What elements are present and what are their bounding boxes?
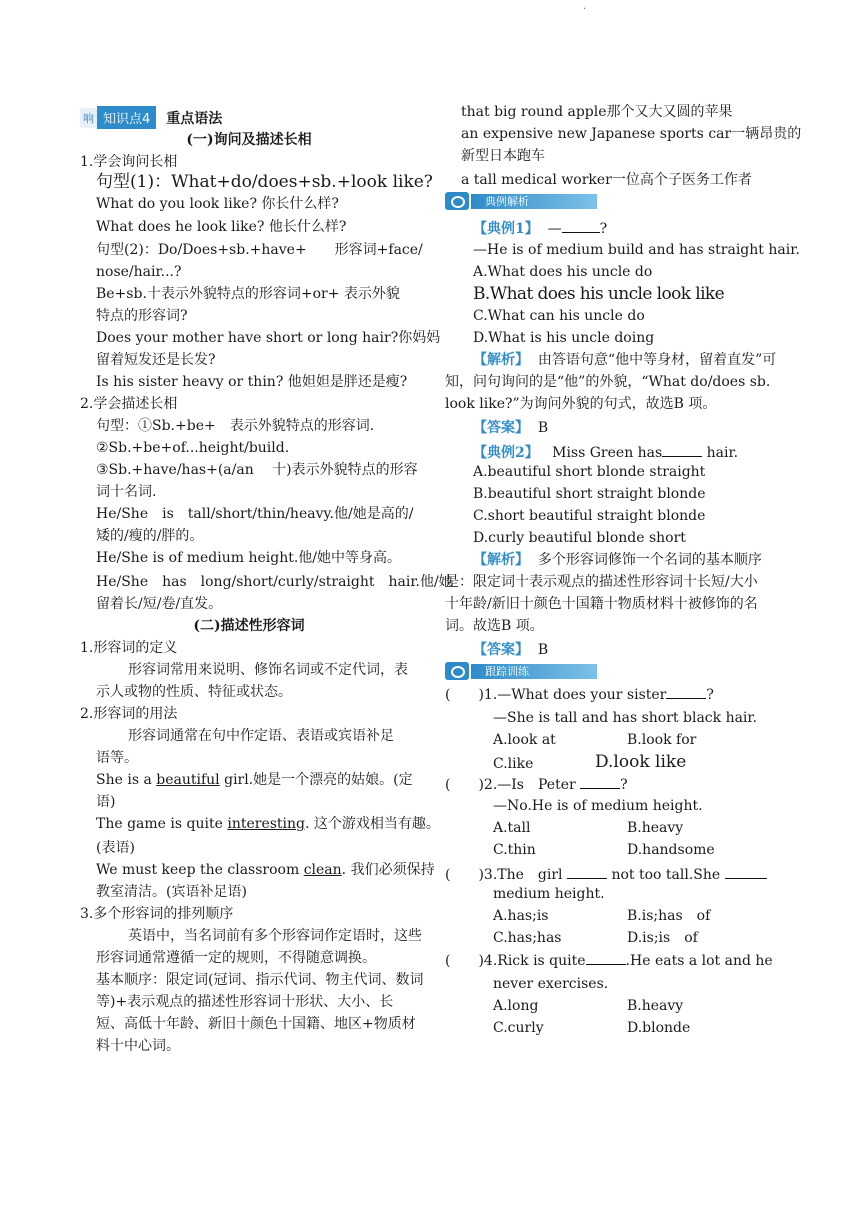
text-line: 句型(2)：Do/Does+sb.+have+ 形容词+face/ [96, 242, 423, 258]
text-line: 句型：①Sb.+be+ 表示外貌特点的形容词. [96, 418, 375, 434]
text-line: 词。故选B 项。 [445, 618, 544, 634]
banner-label: 典例解析 [471, 194, 597, 209]
question-4: ( )4.Rick is quite .He eats a lot and he [445, 950, 773, 971]
option-c: C.What can his uncle do [473, 308, 645, 324]
option-c: C.curly [493, 1020, 544, 1036]
option-a: A.look at [493, 732, 556, 748]
text-line: —She is tall and has short black hair. [493, 710, 758, 726]
text-line: an expensive new Japanese sports car一辆昂贵的 [461, 126, 802, 142]
header-mark: · [583, 4, 587, 15]
option-b: B.heavy [627, 820, 684, 836]
text-line: look like?”为询问外貌的句式，故选B 项。 [445, 396, 717, 412]
subsection-title-2: (二)描述性形容词 [193, 618, 305, 634]
question-2: ( )2.—Is Peter ? [445, 774, 628, 795]
text-line: ②Sb.+be+of...height/build. [96, 440, 290, 456]
question-3: ( )3.The girl not too tall.She [445, 864, 767, 885]
text-line: 词十名词. [96, 484, 157, 500]
option-a: A.tall [493, 820, 531, 836]
banner-label: 跟踪训练 [471, 664, 597, 679]
text-line: 短、高低十年龄、新旧十颜色十国籍、地区+物质材 [96, 1016, 416, 1032]
option-d: D.handsome [627, 842, 715, 858]
text-line: 形容词通常遵循一定的规则，不得随意调换。 [96, 950, 376, 966]
text-line: He/She is of medium height.他/她中等身高。 [96, 550, 402, 566]
option-c: C.thin [493, 842, 536, 858]
text-line: 形容词常用来说明、修饰名词或不定代词，表 [128, 662, 408, 678]
text-line: 是：限定词十表示观点的描述性形容词十长短/大小 [445, 574, 758, 590]
text-line: 基本顺序：限定词(冠词、指示代词、物主代词、数词 [96, 972, 424, 988]
text-line: medium height. [493, 886, 605, 902]
footprint-icon [445, 662, 469, 680]
example-2-question: 【典例2】 Miss Green has hair. [473, 442, 738, 463]
text-line: (表语) [96, 840, 135, 856]
text-line: Does your mother have short or long hair?你妈妈 [96, 330, 441, 346]
text-line: 特点的形容词? [96, 308, 188, 324]
text-line: nose/hair...? [96, 264, 182, 280]
text-line: 等)+表示观点的描述性形容词十形状、大小、长 [96, 994, 394, 1010]
option-d: D.What is his uncle doing [473, 330, 655, 346]
text-line: 十年龄/新旧十颜色十国籍十物质材料十被修饰的名 [445, 596, 758, 612]
answer-1: 【答案】 B [473, 420, 549, 436]
option-b: B.beautiful short straight blonde [473, 486, 706, 502]
underlined-word: clean [303, 862, 342, 878]
option-a: A.has;is [493, 908, 549, 924]
text-line: 教室清洁。(宾语补足语) [96, 884, 247, 900]
text-line: never exercises. [493, 976, 609, 992]
text-line: 1.学会询问长相 [80, 154, 178, 170]
option-c: C.short beautiful straight blonde [473, 508, 706, 524]
text-line: 英语中，当名词前有多个形容词作定语时，这些 [128, 928, 422, 944]
text-line: that big round apple那个又大又圆的苹果 [461, 104, 733, 120]
text-line: 留着短发还是长发? [96, 352, 216, 368]
subsection-title-1: (一)询问及描述长相 [186, 132, 312, 148]
text-line: 语) [96, 794, 116, 810]
option-c: C.has;has [493, 930, 562, 946]
text-line: 2.学会描述长相 [80, 396, 178, 412]
text-line: 语等。 [96, 750, 138, 766]
option-d: D.look like [595, 752, 687, 772]
example-sentence: She is a beautiful girl.她是一个漂亮的姑娘。(定 [96, 772, 413, 788]
knowledge-point-tag: 知识点4 [97, 106, 156, 129]
text-line: 知，问句询问的是“他”的外貌，“What do/does sb. [445, 374, 771, 390]
option-b: B.What does his uncle look like [473, 284, 725, 304]
underlined-word: beautiful [156, 772, 220, 788]
example-banner [445, 192, 585, 210]
text-line: 留着长/短/卷/直发。 [96, 596, 223, 612]
text-line: What does he look like? 他长什么样? [96, 219, 347, 235]
text-line: —No.He is of medium height. [493, 798, 703, 814]
text-line: —He is of medium build and has straight hair. [473, 242, 800, 258]
text-line: 示人或物的性质、特征或状态。 [96, 684, 292, 700]
option-b: B.heavy [627, 998, 684, 1014]
text-line: 1.形容词的定义 [80, 640, 178, 656]
knowledge-point-header [80, 106, 222, 128]
text-line: He/She is tall/short/thin/heavy.他/她是高的/ [96, 506, 414, 522]
text-line: 矮的/瘦的/胖的。 [96, 528, 204, 544]
answer-2: 【答案】 B [473, 642, 549, 658]
question-1: ( )1.—What does your sister ? [445, 684, 714, 705]
option-d: D.blonde [627, 1020, 691, 1036]
text-line: 料十中心词。 [96, 1038, 180, 1054]
text-line: 2.形容词的用法 [80, 706, 178, 722]
example-sentence: The game is quite interesting. 这个游戏相当有趣。 [96, 816, 440, 832]
text-line: He/She has long/short/curly/straight hair.他/她 [96, 574, 453, 590]
option-d: D.curly beautiful blonde short [473, 530, 686, 546]
option-a: A.long [493, 998, 539, 1014]
text-line: Is his sister heavy or thin? 他妲妲是胖还是瘦? [96, 374, 408, 390]
text-line: 新型日本跑车 [461, 148, 545, 164]
text-line: a tall medical worker一位高个子医务工作者 [461, 172, 752, 188]
text-line: What do you look like? 你长什么样? [96, 196, 339, 212]
text-line: 3.多个形容词的排列顺序 [80, 906, 234, 922]
analysis-2: 【解析】 多个形容词修饰一个名词的基本顺序 [473, 552, 762, 568]
option-c: C.like [493, 756, 534, 772]
tag-prefix: 响 [80, 108, 97, 128]
example-sentence: We must keep the classroom clean. 我们必须保持 [96, 862, 435, 878]
option-b: B.is;has of [627, 908, 711, 924]
example-1-question: 【典例1】 — ? [473, 218, 607, 239]
option-a: A.What does his uncle do [473, 264, 653, 280]
analysis-1: 【解析】 由答语句意“他中等身材，留着直发”可 [473, 352, 777, 368]
option-d: D.is;is of [627, 930, 698, 946]
text-line: 形容词通常在句中作定语、表语或宾语补足 [128, 728, 394, 744]
option-b: B.look for [627, 732, 697, 748]
section-heading: 重点语法 [166, 110, 223, 127]
magnifier-icon [445, 192, 469, 210]
text-line: ③Sb.+have/has+(a/an 十)表示外貌特点的形容 [96, 462, 418, 478]
underlined-word: interesting [227, 816, 305, 832]
text-line: Be+sb.十表示外貌特点的形容词+or+ 表示外貌 [96, 286, 400, 302]
text-line: 句型(1)：What+do/does+sb.+look like? [96, 172, 433, 192]
option-a: A.beautiful short blonde straight [473, 464, 706, 480]
practice-banner [445, 662, 585, 680]
